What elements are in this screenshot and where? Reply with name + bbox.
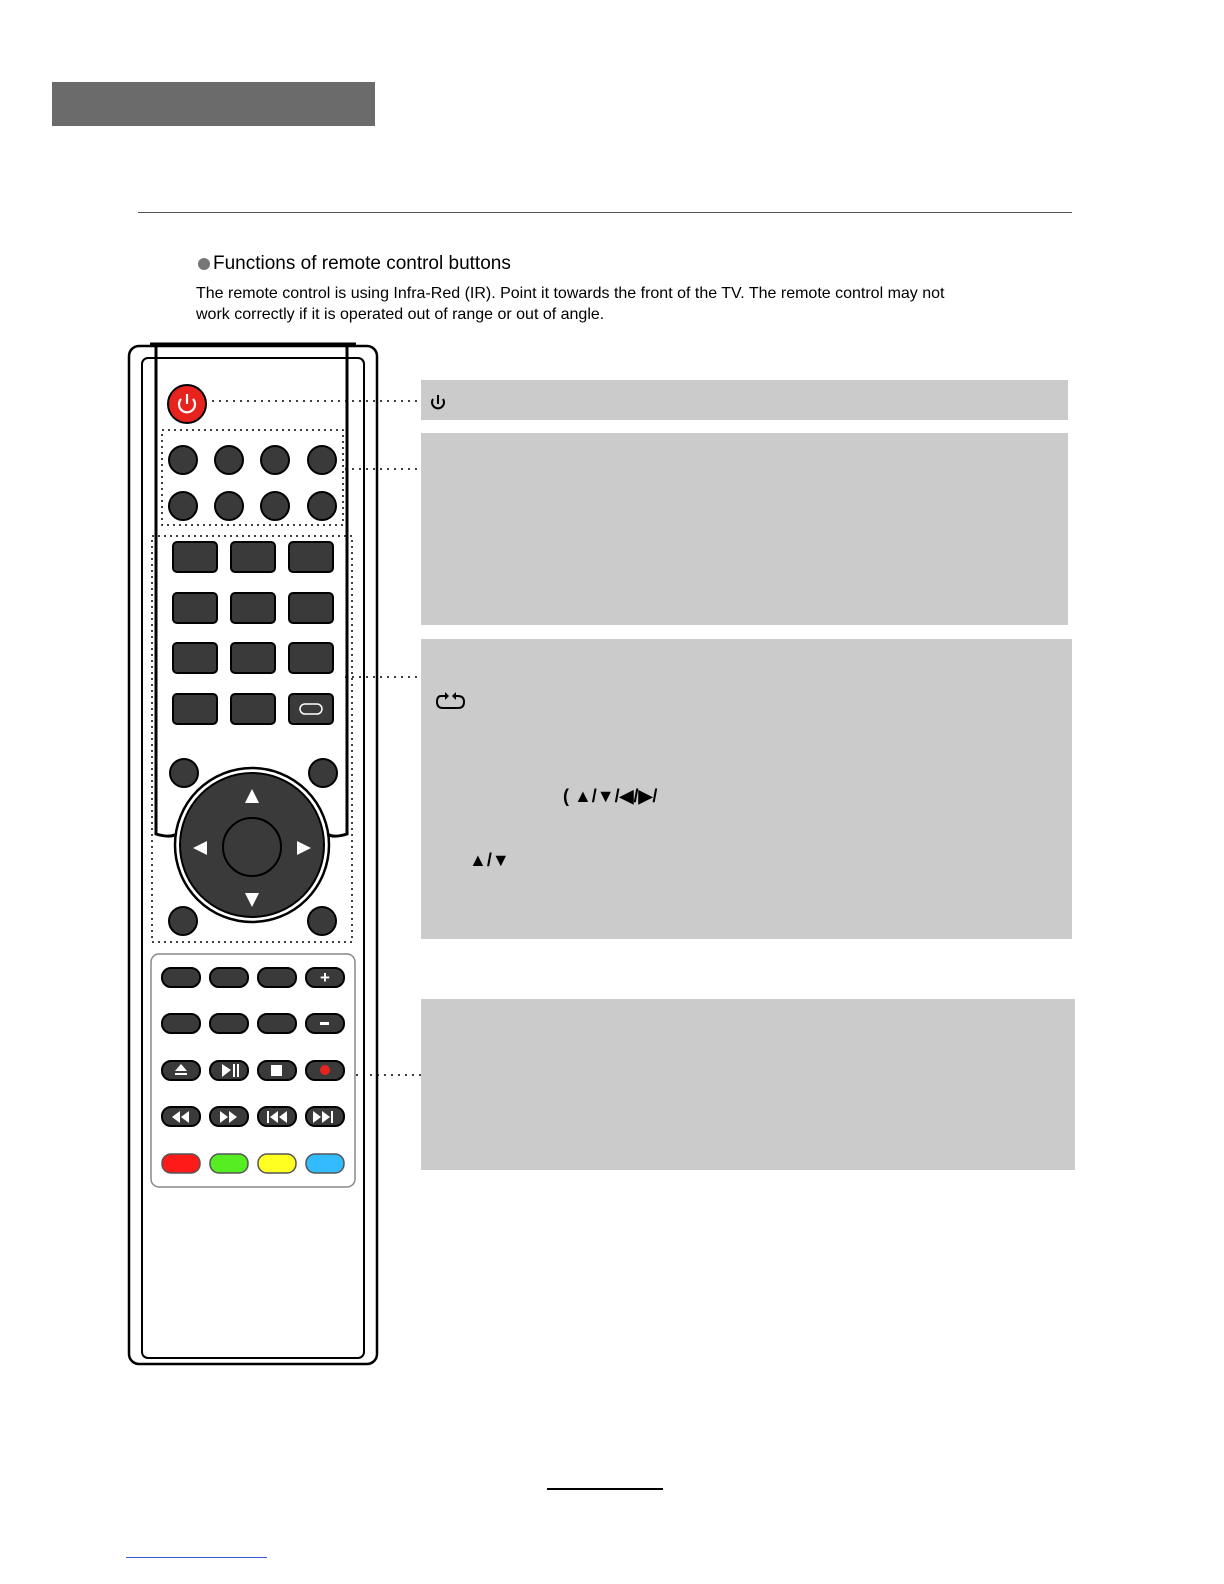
svg-text:+: + bbox=[320, 968, 330, 987]
footer-link[interactable] bbox=[126, 1557, 267, 1558]
section-title: Functions of remote control buttons bbox=[198, 253, 511, 275]
intro-line-1: The remote control is using Infra-Red (IR). Point it towards the front of the TV. The remote control may not bbox=[196, 285, 945, 302]
dpad bbox=[175, 768, 329, 922]
page-number-rule bbox=[547, 1488, 663, 1490]
return-icon bbox=[437, 692, 464, 708]
nav-arrows-label: ( ▲/▼/◀/▶/ bbox=[563, 786, 658, 806]
power-icon bbox=[432, 395, 444, 408]
updown-arrows-label: ▲/▼ bbox=[469, 850, 510, 870]
intro-line-2: work correctly if it is operated out of range or out of angle. bbox=[196, 306, 605, 323]
